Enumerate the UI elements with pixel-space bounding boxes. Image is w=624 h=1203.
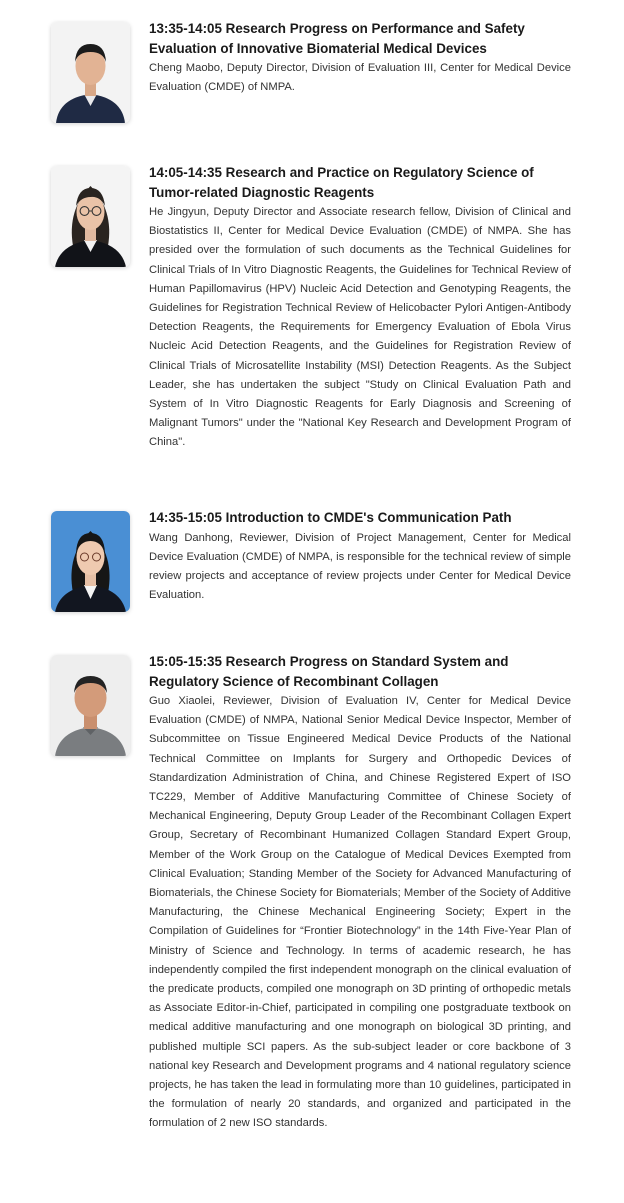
speaker-photo-3 bbox=[51, 511, 130, 612]
speaker-photo-1 bbox=[51, 22, 130, 123]
speaker-photo-2 bbox=[51, 166, 130, 267]
speaker-bio: He Jingyun, Deputy Director and Associate research fellow, Division of Clinical and Biostatistics II, Center for Medical Device Evaluation (CMDE) of NMPA. She has presided over the formulation of such documents as the Technical Guidelines for Clinical Trials of In Vitro Diagnostic Reagents, the Guidelines for Technical Review of Human Papillomavirus (HPV) Nucleic Acid Detection and Genotyping Reagents, the Guidelines for Registration Technical Review of Helicobacter Pylori Antigen-Antibody Detection Reagents, the Requirements for Emergency Evaluation of Ebola Virus Nucleic Acid Detection Reagents, and the Guidelines for Registration Review of Clinical Trials of Microsatellite Instability (MSI) Detection Reagents. As the Subject Leader, she has undertaken the subject "Study on Clinical Evaluation Path and System of In Vitro Diagnostic Reagents for Early Diagnosis and Screening of Malignant Tumors" under the "National Key Research and Development Program of China". bbox=[149, 206, 571, 449]
speaker-bio: Wang Danhong, Reviewer, Division of Project Management, Center for Medical Device Evaluation (CMDE) of NMPA, is responsible for the technical review of simple review projects and acceptance of review projects under Center for Medical Device Evaluation. bbox=[149, 531, 571, 602]
portrait-man-short-hair bbox=[51, 22, 130, 123]
session-title: 15:05-15:35 Research Progress on Standard System and Regulatory Science of Recombinant Collagen bbox=[149, 654, 509, 689]
session-title: 14:05-14:35 Research and Practice on Regulatory Science of Tumor-related Diagnostic Reagents bbox=[149, 165, 534, 200]
portrait-man-grey-shirt bbox=[51, 655, 130, 756]
speaker-bio: Cheng Maobo, Deputy Director, Division of Evaluation III, Center for Medical Device Evaluation (CMDE) of NMPA. bbox=[149, 62, 571, 94]
portrait-woman-blue-background bbox=[51, 511, 130, 612]
speaker-photo-4 bbox=[51, 655, 130, 756]
session-title: 14:35-15:05 Introduction to CMDE's Communication Path bbox=[149, 510, 512, 525]
portrait-woman-glasses bbox=[51, 166, 130, 267]
session-title: 13:35-14:05 Research Progress on Performance and Safety Evaluation of Innovative Biomaterial Medical Devices bbox=[149, 21, 525, 56]
speaker-bio: Guo Xiaolei, Reviewer, Division of Evaluation IV, Center for Medical Device Evaluation (CMDE) of NMPA, National Senior Medical Device Inspector, Member of Subcommittee on Tissue Engineered Medical Device Products of the National Technical Committee on Implants for Surgery and Orthopedic Devices of Standardization Administration of China, and Chinese Registered Expert of ISO TC229, Member of Additive Manufacturing Committee of Chinese Society of Mechanical Engineering, Deputy Group Leader of the Recombinant Collagen Expert Group, Secretary of Recombinant Humanized Collagen Standard Expert Group, Member of the Work Group on the Catalogue of Medical Devices Exempted from Clinical Evaluation; Standing Member of the Society for Advanced Manufacturing of Biomaterials, the Chinese Society for Biomaterials; Member of the Society of Additive Manufacturing, the Chinese Mechanical Engineering Society; Expert in the Compilation of Guidelines for “Frontier Biotechnology” in the 14th Five-Year Plan of Ministry of Science and Technology. In terms of academic research, he has independently compiled the first independent monograph on the clinical evaluation of the predicate products, compiled one monograph on 3D printing of orthopedic metals as Associate Editor-in-Chief, participated in compiling one postgraduate textbook on medical additive manufacturing and one monograph on biological 3D printing, and published multiple SCI papers. As the sub-subject leader or core backbone of 3 national key Research and Development programs and 4 national regulatory science projects, he has taken the lead in formulating more than 10 guidelines, participated in the formulation of nearly 20 standards, and organized and participated in the formulation of 2 new ISO standards. bbox=[149, 695, 571, 1130]
